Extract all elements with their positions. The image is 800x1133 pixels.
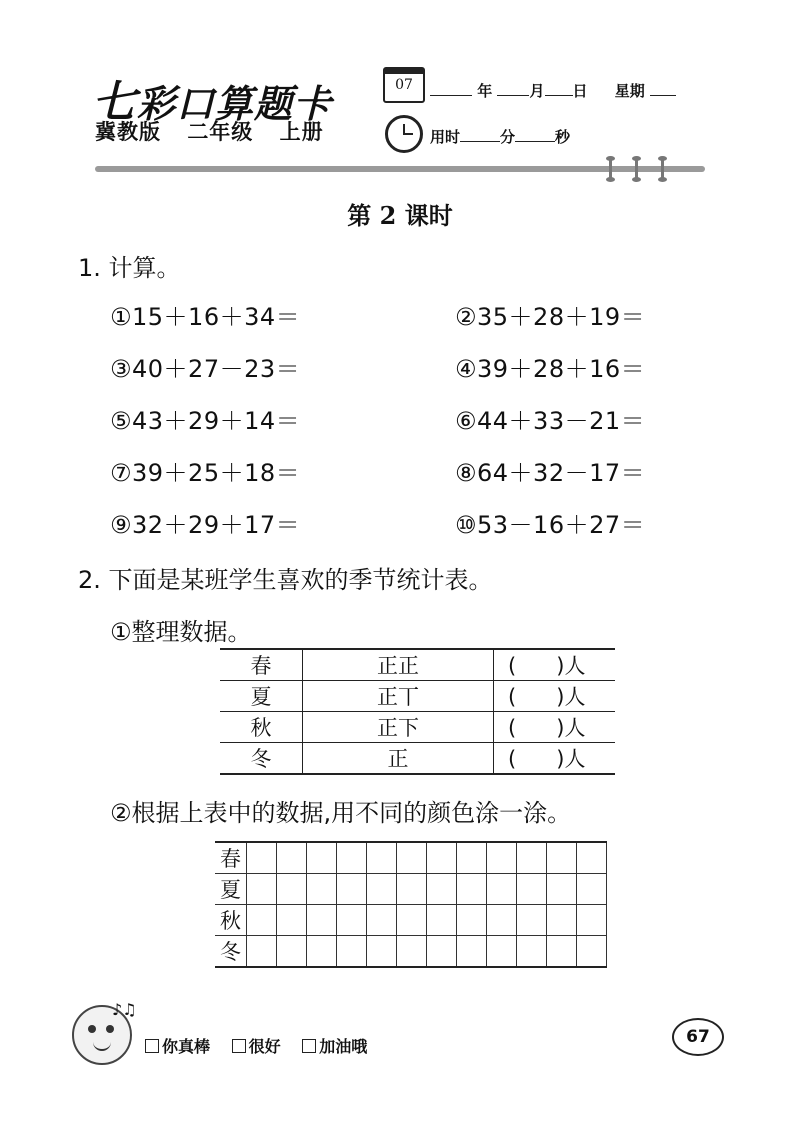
time-fill-line — [430, 126, 570, 147]
grid-cell[interactable] — [367, 936, 397, 968]
calendar-day: 07 — [395, 77, 413, 93]
table-row — [220, 712, 615, 743]
season-cell: 冬 — [220, 743, 303, 775]
checkbox-icon[interactable] — [145, 1039, 159, 1053]
grid-cell[interactable] — [277, 905, 307, 936]
grid-cell[interactable] — [577, 842, 607, 874]
problem-1: ①15＋16＋34＝ — [110, 303, 301, 331]
grid-cell[interactable] — [457, 874, 487, 905]
grid-label: 冬 — [215, 936, 247, 968]
grid-row — [215, 936, 607, 968]
grid-cell[interactable] — [487, 936, 517, 968]
rating-option-great[interactable] — [145, 1034, 210, 1057]
grid-cell[interactable] — [247, 936, 277, 968]
edition-line — [95, 116, 342, 146]
day-blank[interactable] — [545, 95, 573, 96]
year-blank[interactable] — [430, 95, 472, 96]
edition-publisher: 冀教版 — [95, 120, 161, 144]
grid-cell[interactable] — [427, 874, 457, 905]
tally-cell: 正下 — [303, 712, 494, 743]
grid-cell[interactable] — [367, 874, 397, 905]
weekday-blank[interactable] — [650, 95, 676, 96]
rating-label: 很好 — [248, 1037, 281, 1056]
tally-cell: 正正 — [303, 649, 494, 681]
binder-peg-icon — [661, 158, 664, 180]
season-cell: 秋 — [220, 712, 303, 743]
problem-2: ②35＋28＋19＝ — [455, 303, 646, 331]
grid-cell[interactable] — [517, 936, 547, 968]
music-note-icon: ♪♫ — [112, 1000, 137, 1019]
brand-title-first: 七 — [92, 77, 137, 128]
table-row — [220, 649, 615, 681]
grid-cell[interactable] — [397, 874, 427, 905]
problem-7: ⑦39＋25＋18＝ — [110, 459, 301, 487]
grid-cell[interactable] — [517, 905, 547, 936]
grid-cell[interactable] — [577, 905, 607, 936]
grid-cell[interactable] — [277, 936, 307, 968]
problem-8: ⑧64＋32－17＝ — [455, 459, 646, 487]
month-label: 月 — [529, 82, 545, 100]
question-2-part-1: ①整理数据。 — [110, 618, 252, 646]
grid-label: 夏 — [215, 874, 247, 905]
grid-cell[interactable] — [457, 842, 487, 874]
checkbox-icon[interactable] — [232, 1039, 246, 1053]
grid-cell[interactable] — [337, 905, 367, 936]
problem-9: ⑨32＋29＋17＝ — [110, 511, 301, 539]
grid-cell[interactable] — [577, 936, 607, 968]
rating-option-keep-going[interactable] — [302, 1034, 367, 1057]
problem-10: ⑩53－16＋27＝ — [455, 511, 646, 539]
grid-cell[interactable] — [397, 905, 427, 936]
lesson-title: 第 2 课时 — [347, 201, 453, 230]
grid-cell[interactable] — [307, 905, 337, 936]
minutes-label: 分 — [500, 128, 516, 146]
problem-3: ③40＋27－23＝ — [110, 355, 301, 383]
problem-6: ⑥44＋33－21＝ — [455, 407, 646, 435]
tally-table — [220, 648, 615, 775]
count-answer-cell[interactable]: ( )人 — [494, 681, 616, 712]
grid-cell[interactable] — [517, 842, 547, 874]
date-fill-line — [430, 80, 676, 101]
edition-grade: 二年级 — [187, 120, 254, 144]
day-label: 日 — [572, 82, 588, 100]
coloring-grid — [215, 841, 607, 968]
season-cell: 春 — [220, 649, 303, 681]
clock-icon — [385, 115, 423, 153]
grid-cell[interactable] — [247, 874, 277, 905]
grid-cell[interactable] — [337, 874, 367, 905]
tally-cell: 正丅 — [303, 681, 494, 712]
grid-cell[interactable] — [427, 842, 457, 874]
month-blank[interactable] — [497, 95, 529, 96]
question-2-part-2: ②根据上表中的数据,用不同的颜色涂一涂。 — [110, 799, 572, 827]
checkbox-icon[interactable] — [302, 1039, 316, 1053]
grid-cell[interactable] — [337, 842, 367, 874]
question-1-heading: 1. 计算。 — [78, 254, 181, 282]
grid-cell[interactable] — [307, 842, 337, 874]
edition-volume: 上册 — [279, 120, 324, 144]
grid-cell[interactable] — [337, 936, 367, 968]
grid-label: 春 — [215, 842, 247, 874]
grid-cell[interactable] — [247, 842, 277, 874]
seconds-blank[interactable] — [515, 141, 555, 142]
grid-label: 秋 — [215, 905, 247, 936]
grid-cell[interactable] — [547, 936, 577, 968]
grid-cell[interactable] — [547, 842, 577, 874]
grid-cell[interactable] — [427, 905, 457, 936]
grid-cell[interactable] — [367, 842, 397, 874]
grid-cell[interactable] — [487, 874, 517, 905]
grid-cell[interactable] — [457, 905, 487, 936]
grid-cell[interactable] — [487, 842, 517, 874]
grid-cell[interactable] — [247, 905, 277, 936]
self-rating — [145, 1034, 383, 1057]
rating-label: 你真棒 — [162, 1037, 211, 1056]
count-answer-cell[interactable]: ( )人 — [494, 743, 616, 775]
grid-cell[interactable] — [277, 842, 307, 874]
grid-cell[interactable] — [307, 874, 337, 905]
grid-cell[interactable] — [547, 874, 577, 905]
grid-cell[interactable] — [457, 936, 487, 968]
grid-cell[interactable] — [397, 842, 427, 874]
problem-4: ④39＋28＋16＝ — [455, 355, 646, 383]
binder-peg-icon — [635, 158, 638, 180]
grid-cell[interactable] — [487, 905, 517, 936]
year-label: 年 — [477, 82, 493, 100]
grid-cell[interactable] — [367, 905, 397, 936]
grid-cell[interactable] — [307, 936, 337, 968]
table-row — [220, 743, 615, 775]
time-label: 用时 — [430, 128, 461, 146]
calendar-icon — [383, 67, 425, 103]
grid-cell[interactable] — [397, 936, 427, 968]
weekday-label: 星期 — [614, 82, 645, 100]
grid-cell[interactable] — [427, 936, 457, 968]
grid-row — [215, 874, 607, 905]
count-answer-cell[interactable]: ( )人 — [494, 649, 616, 681]
problem-5: ⑤43＋29＋14＝ — [110, 407, 301, 435]
header-divider — [95, 166, 705, 172]
binder-peg-icon — [609, 158, 612, 180]
grid-cell[interactable] — [547, 905, 577, 936]
rating-option-good[interactable] — [232, 1034, 281, 1057]
grid-cell[interactable] — [577, 874, 607, 905]
grid-row — [215, 842, 607, 874]
table-row — [220, 681, 615, 712]
question-2-heading: 2. 下面是某班学生喜欢的季节统计表。 — [78, 566, 493, 594]
season-cell: 夏 — [220, 681, 303, 712]
rating-label: 加油哦 — [319, 1037, 368, 1056]
grid-cell[interactable] — [277, 874, 307, 905]
tally-cell: 正 — [303, 743, 494, 775]
count-answer-cell[interactable]: ( )人 — [494, 712, 616, 743]
grid-cell[interactable] — [517, 874, 547, 905]
seconds-label: 秒 — [555, 128, 571, 146]
grid-row — [215, 905, 607, 936]
minutes-blank[interactable] — [460, 141, 500, 142]
page-number: 67 — [672, 1018, 724, 1056]
brand-title-rest: 彩口算题卡 — [137, 81, 333, 126]
